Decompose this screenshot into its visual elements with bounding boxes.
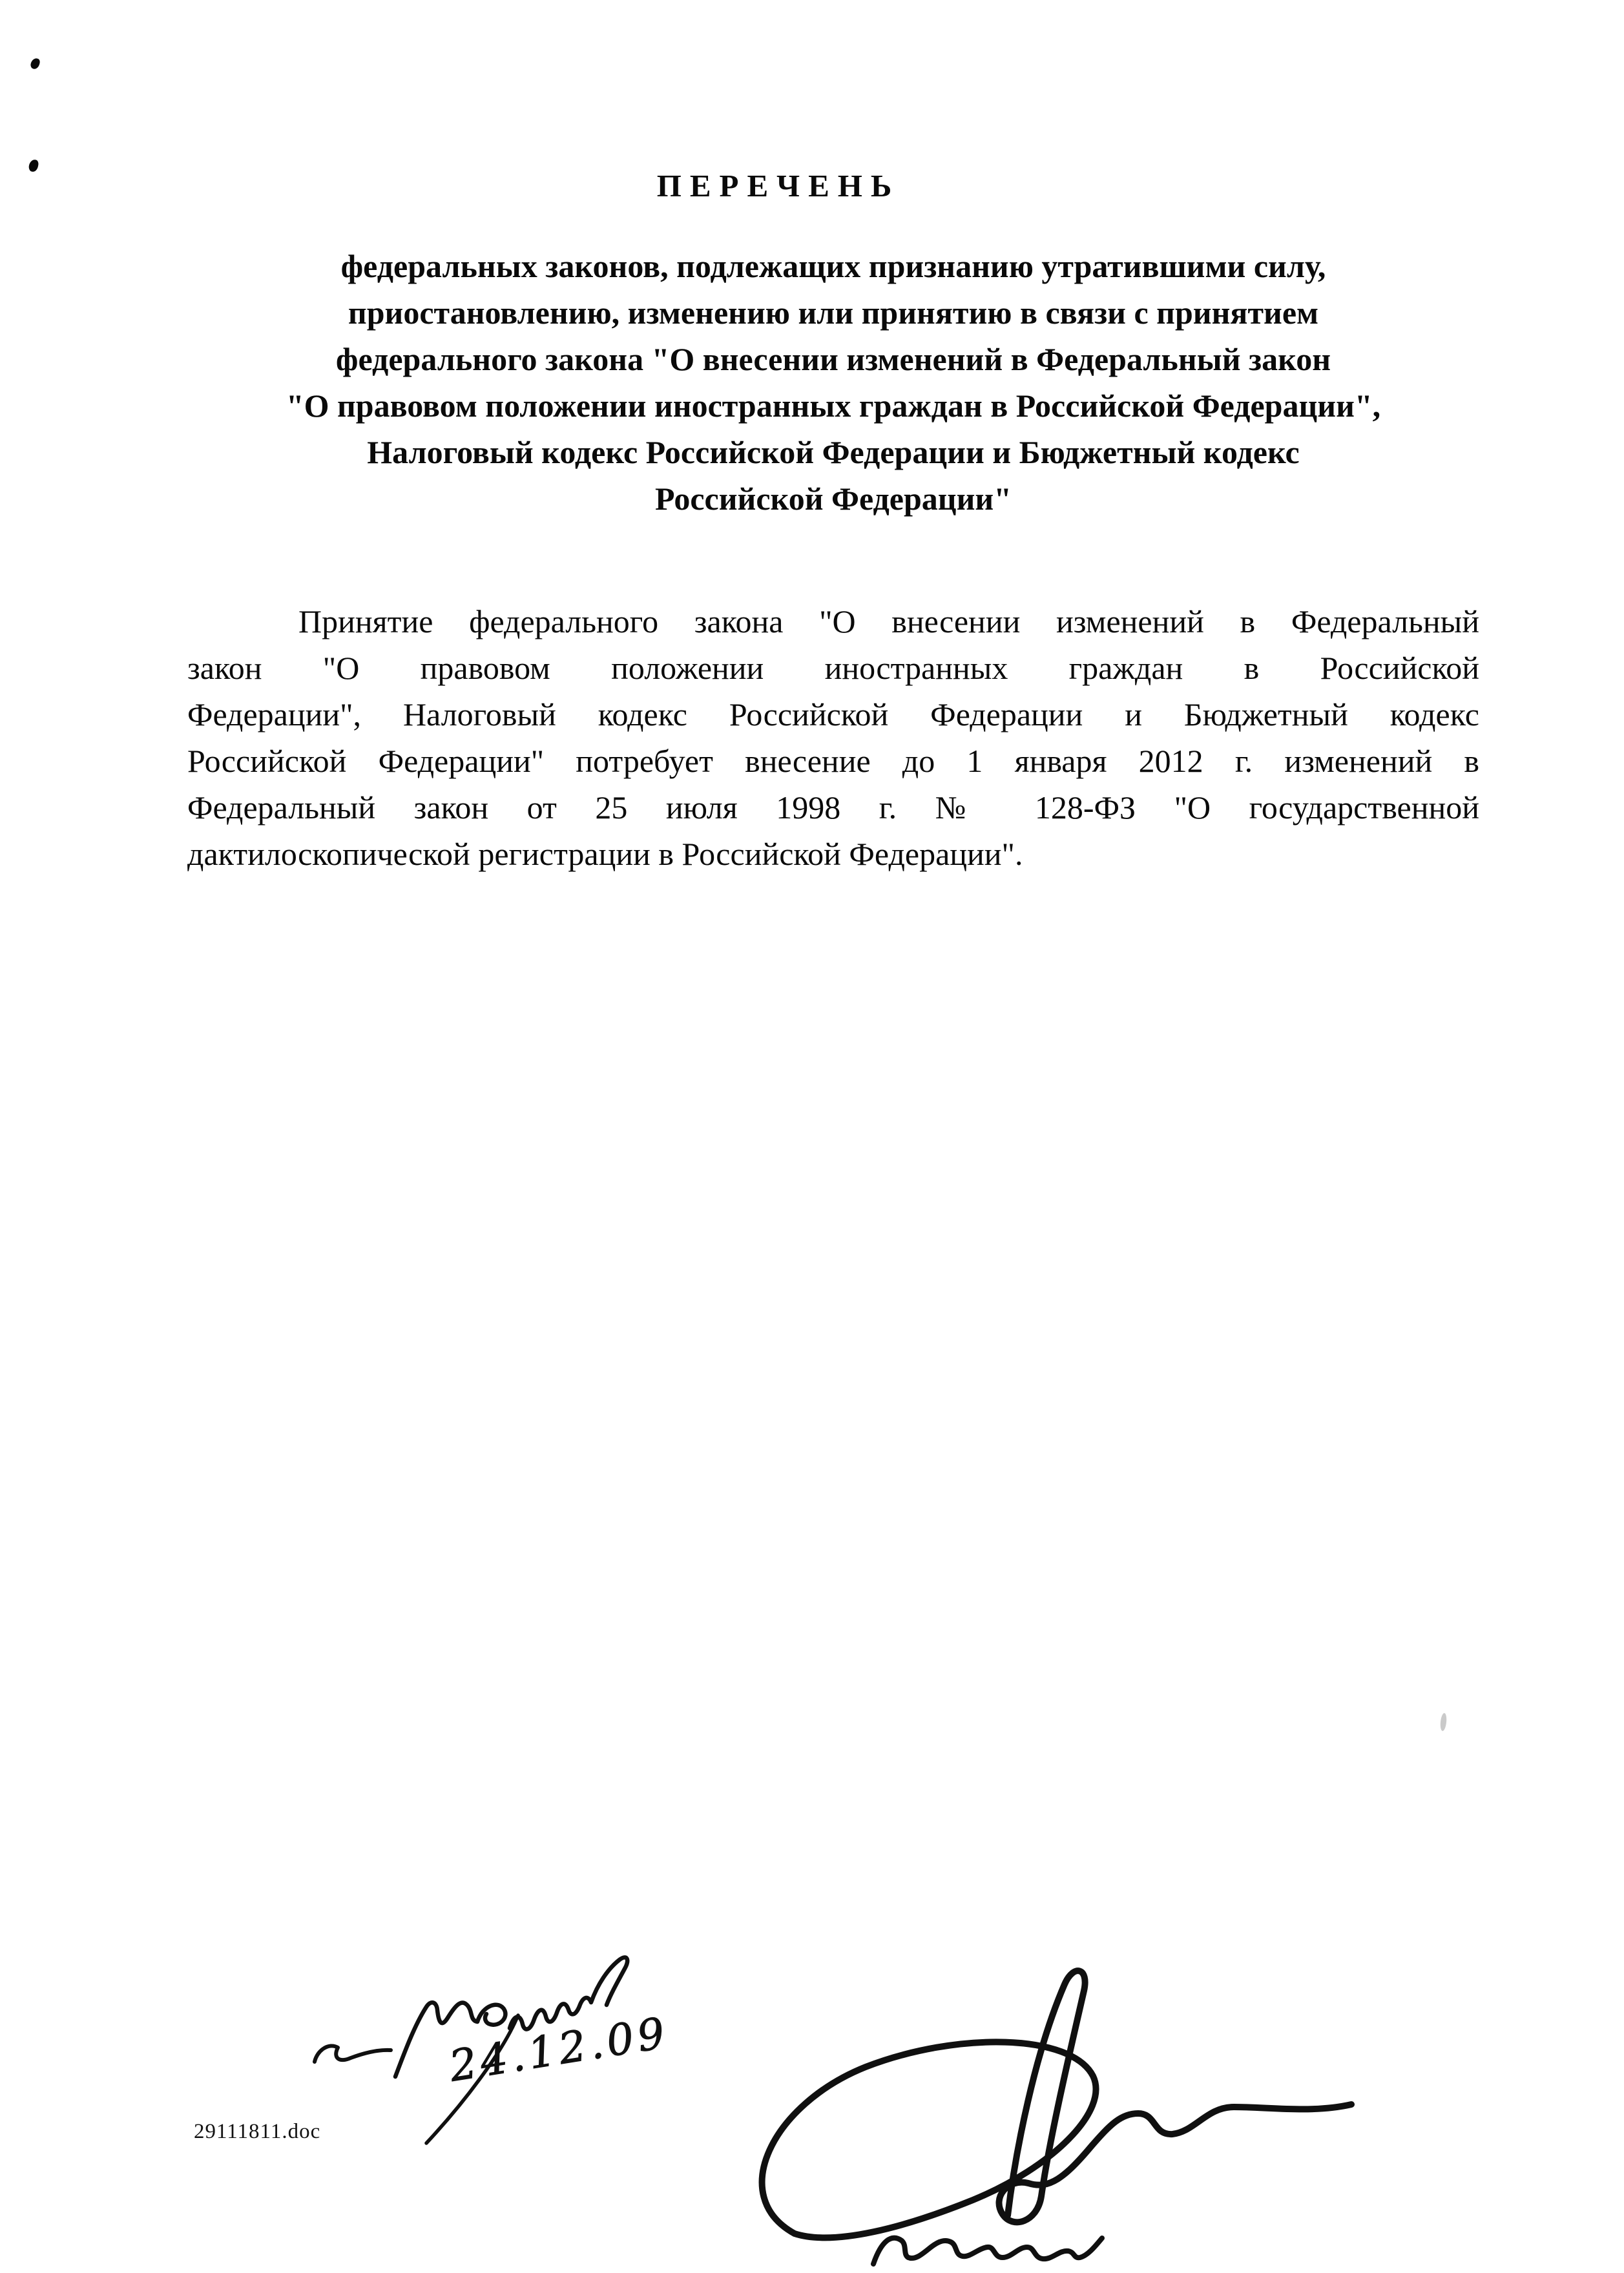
heading-line: Российской Федерации" (655, 481, 1012, 517)
heading-line: федеральных законов, подлежащих признанию утратившими силу, (340, 248, 1326, 284)
heading-line: "О правовом положении иностранных граждан в Российской Федерации", (286, 388, 1381, 424)
signature-right-oval-stroke (762, 2042, 1096, 2237)
body-line: Принятие федерального закона "О внесении изменений в Федеральный (298, 603, 1479, 639)
heading-line: федерального закона "О внесении изменений в Федеральный закон (335, 341, 1331, 377)
body-line: закон "О правовом положении иностранных граждан в Российской (187, 650, 1479, 686)
body-line: Федеральный закон от 25 июля 1998 г. № 128-ФЗ "О государственной (187, 789, 1479, 825)
signature-right-surname-stroke (873, 2238, 1102, 2264)
signature-left-date: 24.12.09 (446, 2008, 672, 2091)
signature-right-loop-stroke (999, 1971, 1351, 2222)
signatures-layer (0, 1905, 1624, 2273)
scan-artifact-smudge (1440, 1713, 1448, 1732)
body-line: Российской Федерации" потребует внесение до 1 января 2012 г. изменений в (187, 743, 1479, 779)
document-body-paragraph (187, 598, 1479, 877)
document-filename: 29111811.doc (194, 2120, 321, 2143)
signature-left-initial-stroke (315, 2046, 391, 2062)
body-line: Федерации", Налоговый кодекс Российской Федерации и Бюджетный кодекс (187, 696, 1479, 732)
heading-line: приостановлению, изменению или принятию в связи с принятием (348, 295, 1319, 331)
body-line: дактилоскопической регистрации в Российской Федерации". (187, 836, 1023, 872)
heading-line: Налоговый кодекс Российской Федерации и Бюджетный кодекс (367, 434, 1300, 470)
document-content (0, 0, 1624, 877)
document-title: ПЕРЕЧЕНЬ (656, 168, 900, 203)
document-heading (187, 243, 1479, 522)
